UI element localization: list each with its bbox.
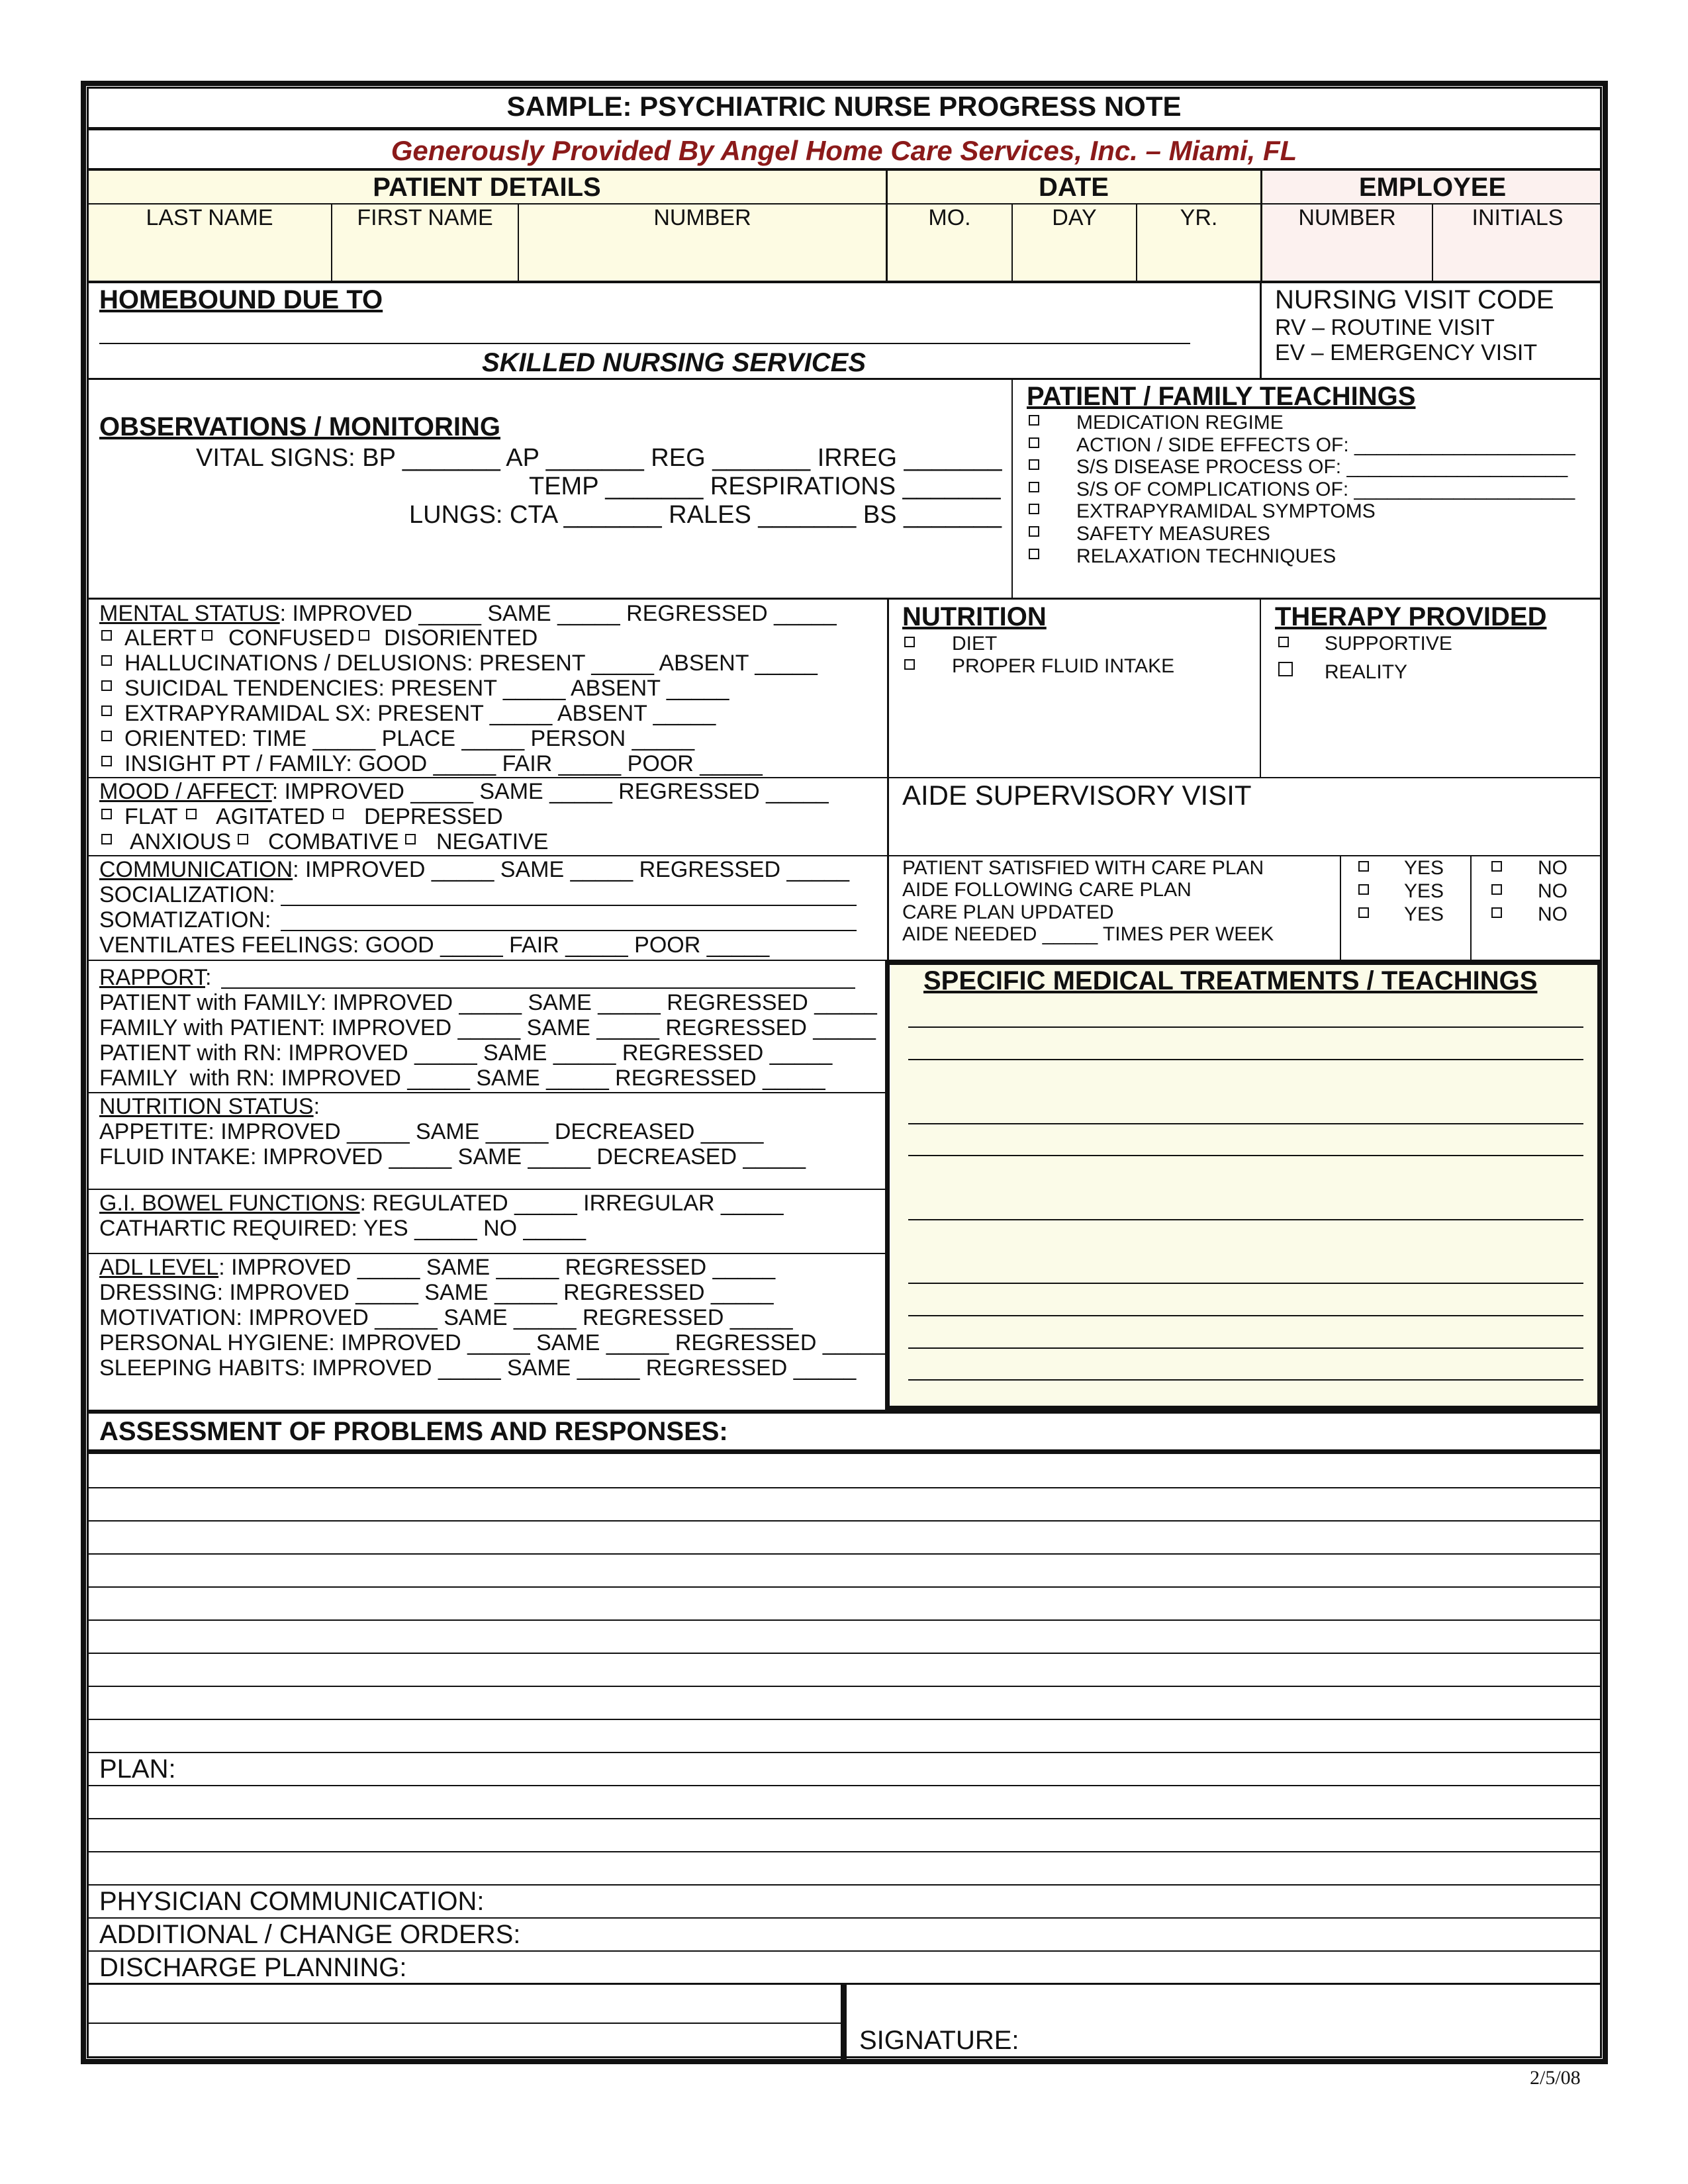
somatization-line[interactable] [281,930,857,931]
divider [1470,856,1472,960]
adl-label: ADL LEVEL [99,1255,219,1280]
rule [87,203,1602,205]
rapport-line[interactable] [221,987,855,989]
divider [1260,283,1262,379]
plan-label: PLAN: [99,1754,176,1784]
signature-label: SIGNATURE: [859,2026,1019,2055]
adl-level [99,1256,775,1279]
mental-status-options[interactable]: : IMPROVED _____ SAME _____ REGRESSED _____ [279,601,837,626]
rapport-colon: : [205,965,212,990]
confused-label: CONFUSED [228,625,355,651]
teaching-item: RELAXATION TECHNIQUES [1076,545,1336,567]
anxious-label: ANXIOUS [130,829,232,854]
physician-line[interactable] [87,1917,1602,1919]
disoriented-label: DISORIENTED [384,625,538,651]
gi-bowel [99,1192,784,1214]
yes-label: YES [1404,880,1444,902]
yes-checkbox-1[interactable] [1358,861,1369,872]
alert-checkbox[interactable] [101,630,112,641]
suicidal-line[interactable]: SUICIDAL TENDENCIES: PRESENT _____ ABSENT _____ [124,676,729,701]
teaching-checkbox-5[interactable] [1029,504,1039,514]
physician-communication-label: PHYSICIAN COMMUNICATION: [99,1887,485,1916]
additional-line[interactable] [87,1950,1602,1952]
provider-line: Generously Provided By Angel Home Care Services, Inc. – Miami, FL [391,135,1297,166]
family-rn-line[interactable]: FAMILY with RN: IMPROVED _____ SAME _____ REGRESSED _____ [99,1066,825,1091]
patient-family-line[interactable]: PATIENT with FAMILY: IMPROVED _____ SAME _____ REGRESSED _____ [99,990,877,1015]
assessment-title: ASSESSMENT OF PROBLEMS AND RESPONSES: [99,1417,728,1446]
teaching-item: MEDICATION REGIME [1076,412,1284,433]
rule [87,1092,886,1093]
mental-status-label: MENTAL STATUS [99,601,280,626]
gi-label: G.I. BOWEL FUNCTIONS [99,1191,360,1216]
plan-line[interactable] [87,1785,1602,1786]
treatment-line[interactable] [908,1315,1583,1316]
col-first-name: FIRST NAME [357,205,493,230]
mood-options[interactable]: : IMPROVED _____ SAME _____ REGRESSED _____ [271,779,829,804]
nutrition-status [99,1095,320,1118]
lungs-line[interactable]: LUNGS: CTA _______ RALES _______ BS _______ [409,501,1002,529]
date-heading: DATE [1039,173,1109,202]
treatment-line[interactable] [908,1283,1583,1284]
divider [1260,599,1261,778]
anxious-checkbox[interactable] [101,834,112,844]
sleeping-line[interactable]: SLEEPING HABITS: IMPROVED _____ SAME _____ REGRESSED _____ [99,1355,857,1381]
communication-options[interactable]: : IMPROVED _____ SAME _____ REGRESSED _____ [293,857,850,882]
teaching-item: SAFETY MEASURES [1076,523,1270,545]
no-checkbox-1[interactable] [1491,861,1502,872]
teaching-item: EXTRAPYRAMIDAL SYMPTOMS [1076,500,1376,522]
skilled-nursing-label: SKILLED NURSING SERVICES [481,348,867,377]
mental-status [99,602,837,625]
treatment-line[interactable] [908,1379,1583,1381]
aide-visit-title: AIDE SUPERVISORY VISIT [902,780,1252,811]
rapport-label: RAPPORT [99,965,205,990]
assessment-line[interactable] [87,1752,1602,1753]
socialization-label: SOCIALIZATION: [99,882,275,907]
assessment-line[interactable] [87,1719,1602,1720]
combative-checkbox[interactable] [238,834,248,844]
rule [87,1189,886,1190]
homebound-label: HOMEBOUND DUE TO [99,285,383,314]
rule [87,281,1602,283]
patient-rn-line[interactable]: PATIENT with RN: IMPROVED _____ SAME _____ REGRESSED _____ [99,1040,833,1066]
teaching-checkbox-4[interactable] [1029,482,1039,492]
plan-line[interactable] [87,1884,1602,1886]
visit-code-title: NURSING VISIT CODE [1275,285,1554,314]
alert-label: ALERT [124,625,197,651]
divider [1340,856,1341,960]
treatment-line[interactable] [908,1123,1583,1124]
aide-row-3: CARE PLAN UPDATED [902,901,1114,923]
assessment-line[interactable] [87,1686,1602,1687]
treatment-line[interactable] [908,1347,1583,1349]
specific-treatments-box [885,960,1602,1410]
assessment-line[interactable] [87,1487,1602,1488]
rule [87,598,1602,600]
disoriented-checkbox[interactable] [359,630,369,641]
assessment-line[interactable] [87,1653,1602,1654]
negative-checkbox[interactable] [405,834,416,844]
cathartic-line[interactable]: CATHARTIC REQUIRED: YES _____ NO _____ [99,1216,586,1241]
oriented-line[interactable]: ORIENTED: TIME _____ PLACE _____ PERSON _____ [124,726,695,751]
dressing-line[interactable]: DRESSING: IMPROVED _____ SAME _____ REGRESSED _____ [99,1280,774,1305]
employee-heading: EMPLOYEE [1358,173,1507,202]
vital-signs-line[interactable]: VITAL SIGNS: BP _______ AP _______ REG _______ IRREG _______ [196,444,1002,472]
appetite-line[interactable]: APPETITE: IMPROVED _____ SAME _____ DECREASED _____ [99,1119,764,1144]
divider [887,599,889,963]
motivation-line[interactable]: MOTIVATION: IMPROVED _____ SAME _____ REGRESSED _____ [99,1305,793,1330]
treatment-line[interactable] [908,1155,1583,1156]
homebound-line[interactable] [99,343,1190,344]
col-initials: INITIALS [1472,205,1564,230]
discharge-line[interactable] [87,2023,841,2024]
agitated-checkbox[interactable] [186,809,197,819]
patient-details-heading: PATIENT DETAILS [373,173,601,202]
suicidal-checkbox[interactable] [101,680,112,691]
nutrition-status-colon: : [313,1094,320,1119]
signature-divider [841,1983,847,2061]
no-checkbox-2[interactable] [1491,884,1502,895]
teaching-item: ACTION / SIDE EFFECTS OF: ____________________ [1076,434,1575,456]
flat-label: FLAT [124,804,178,829]
yes-label: YES [1404,903,1444,925]
hallucinations-line[interactable]: HALLUCINATIONS / DELUSIONS: PRESENT _____ ABSENT _____ [124,651,818,676]
adl-options[interactable]: : IMPROVED _____ SAME _____ REGRESSED _____ [218,1255,776,1280]
no-label: NO [1538,880,1568,902]
aide-row-1: PATIENT SATISFIED WITH CARE PLAN [902,857,1264,879]
no-label: NO [1538,857,1568,879]
somatization-label: SOMATIZATION: [99,907,271,933]
communication [99,858,849,881]
revision-date: 2/5/08 [1530,2067,1581,2089]
teaching-checkbox-3[interactable] [1029,459,1039,470]
rapport [99,966,211,989]
gi-options[interactable]: : REGULATED _____ IRREGULAR _____ [359,1191,784,1216]
plan-line[interactable] [87,1851,1602,1852]
fluid-intake-checkbox[interactable] [904,659,915,670]
insight-line[interactable]: INSIGHT PT / FAMILY: GOOD _____ FAIR _____ POOR _____ [124,751,763,776]
teaching-checkbox-1[interactable] [1029,415,1039,426]
reality-label: REALITY [1325,661,1408,683]
yes-checkbox-3[interactable] [1358,907,1369,918]
fluid-intake-label: PROPER FLUID INTAKE [952,655,1175,677]
negative-label: NEGATIVE [436,829,549,854]
treatment-line[interactable] [908,1026,1583,1028]
teachings-title: PATIENT / FAMILY TEACHINGS [1027,382,1416,411]
supportive-checkbox[interactable] [1278,637,1289,647]
diet-label: DIET [952,633,998,655]
mood-affect [99,780,829,803]
treatment-line[interactable] [908,1059,1583,1060]
nutrition-title: NUTRITION [902,602,1047,631]
ventilates-line[interactable]: VENTILATES FEELINGS: GOOD _____ FAIR _____ POOR _____ [99,933,770,958]
visit-code-ev: EV – EMERGENCY VISIT [1275,340,1538,365]
hallucinations-checkbox[interactable] [101,655,112,666]
rule [87,855,1602,856]
hygiene-line[interactable]: PERSONAL HYGIENE: IMPROVED _____ SAME _____ REGRESSED _____ [99,1330,886,1355]
temp-line[interactable]: TEMP _______ RESPIRATIONS _______ [529,473,1001,500]
yes-checkbox-2[interactable] [1358,884,1369,895]
socialization-line[interactable] [281,905,857,906]
rule [87,777,1602,778]
flat-checkbox[interactable] [101,809,112,819]
mood-label: MOOD / AFFECT [99,779,272,804]
specific-treatments-title: SPECIFIC MEDICAL TREATMENTS / TEACHINGS [923,966,1538,995]
treatment-line[interactable] [908,1219,1583,1220]
fluid-line[interactable]: FLUID INTAKE: IMPROVED _____ SAME _____ DECREASED _____ [99,1144,806,1169]
form-title: SAMPLE: PSYCHIATRIC NURSE PROGRESS NOTE [506,91,1182,122]
observations-title: OBSERVATIONS / MONITORING [99,412,500,441]
teaching-checkbox-6[interactable] [1029,526,1039,537]
assessment-line[interactable] [87,1586,1602,1588]
extrapyramidal-line[interactable]: EXTRAPYRAMIDAL SX: PRESENT _____ ABSENT _____ [124,701,716,726]
rule [87,1253,886,1254]
yes-label: YES [1404,857,1444,879]
extrapyramidal-checkbox[interactable] [101,705,112,716]
col-employee-number: NUMBER [1298,205,1396,230]
rule [87,127,1602,130]
no-checkbox-3[interactable] [1491,907,1502,918]
col-last-name: LAST NAME [146,205,273,230]
insight-checkbox[interactable] [101,756,112,766]
col-number: NUMBER [653,205,751,230]
rule [87,1449,1602,1454]
confused-checkbox[interactable] [202,630,212,641]
communication-label: COMMUNICATION [99,857,293,882]
aide-row-2: AIDE FOLLOWING CARE PLAN [902,879,1192,901]
aide-row-4[interactable]: AIDE NEEDED _____ TIMES PER WEEK [902,923,1274,945]
no-label: NO [1538,903,1568,925]
col-day: DAY [1052,205,1097,230]
assessment-line[interactable] [87,1619,1602,1621]
agitated-label: AGITATED [216,804,325,829]
rule [87,1410,1602,1414]
nutrition-status-label: NUTRITION STATUS [99,1094,314,1119]
oriented-checkbox[interactable] [101,731,112,741]
rule [87,168,1602,171]
teaching-item: S/S DISEASE PROCESS OF: ____________________ [1076,456,1568,478]
col-year: YR. [1180,205,1218,230]
additional-orders-label: ADDITIONAL / CHANGE ORDERS: [99,1920,521,1949]
teaching-checkbox-7[interactable] [1029,549,1039,559]
assessment-line[interactable] [87,1553,1602,1555]
supportive-label: SUPPORTIVE [1325,633,1452,655]
discharge-planning-label: DISCHARGE PLANNING: [99,1953,407,1982]
col-month: MO. [928,205,971,230]
diet-checkbox[interactable] [904,637,915,647]
depressed-checkbox[interactable] [333,809,344,819]
visit-code-rv: RV – ROUTINE VISIT [1275,315,1495,340]
reality-checkbox[interactable] [1278,662,1293,676]
divider [1011,379,1013,598]
combative-label: COMBATIVE [268,829,399,854]
teaching-item: S/S OF COMPLICATIONS OF: ____________________ [1076,478,1575,500]
assessment-line[interactable] [87,1520,1602,1522]
depressed-label: DEPRESSED [364,804,503,829]
therapy-title: THERAPY PROVIDED [1275,602,1547,631]
plan-line[interactable] [87,1818,1602,1819]
rule [87,378,1602,380]
family-patient-line[interactable]: FAMILY with PATIENT: IMPROVED _____ SAME _____ REGRESSED _____ [99,1015,876,1040]
teaching-checkbox-2[interactable] [1029,437,1039,448]
